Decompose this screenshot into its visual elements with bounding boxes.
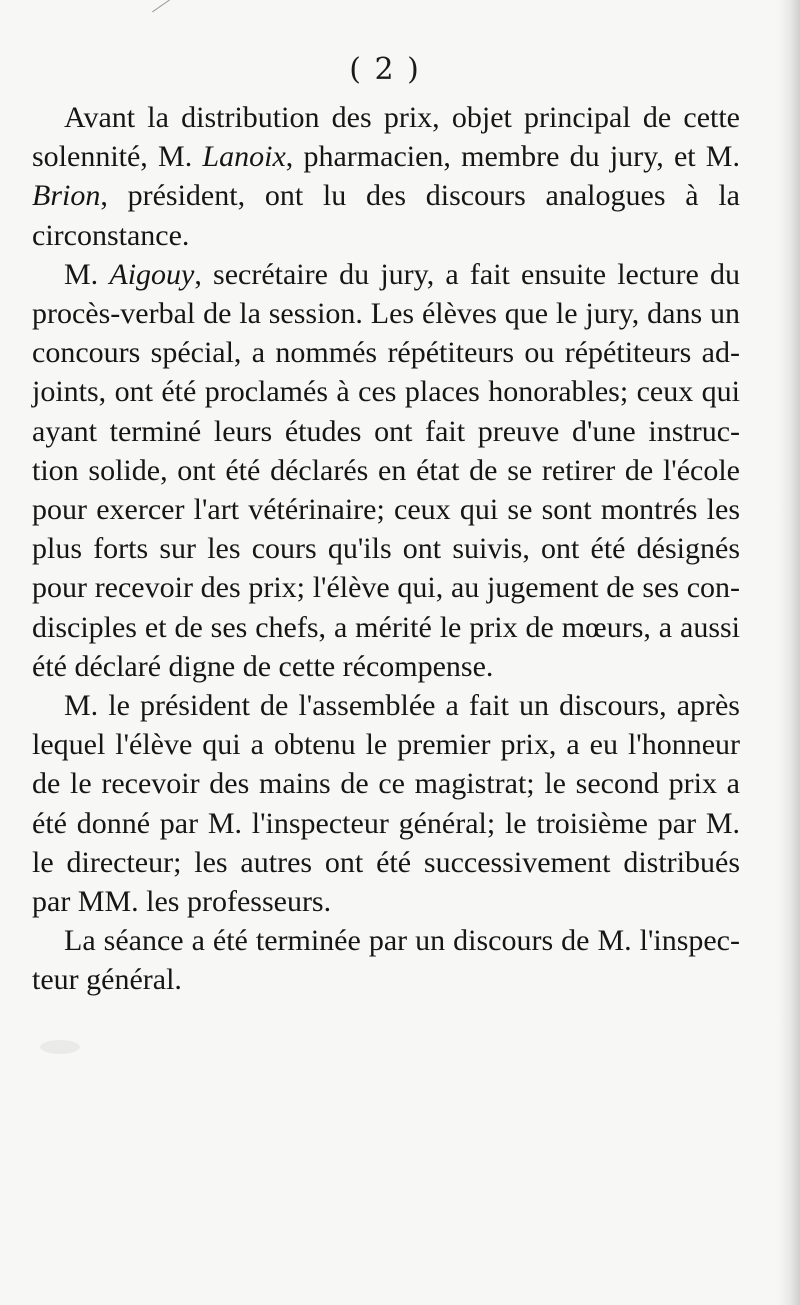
name-aigouy: Aigouy	[109, 257, 195, 291]
paragraph-4	[32, 921, 740, 999]
page-edge-shadow	[778, 0, 800, 1305]
paragraph-2-part-1: M.	[64, 257, 110, 291]
page-number: ( 2 )	[349, 52, 421, 87]
paragraph-1-part-5: , président, ont lu des discours analogues à la circonstance.	[32, 179, 740, 252]
paragraph-4-text: La séance a été terminée par un discours de M. l'inspec-teur général.	[32, 924, 740, 997]
paragraph-1-part-1: Avant la distribution des prix, objet principal de cette solennité, M.	[32, 101, 740, 174]
pencil-mark	[152, 0, 174, 12]
ink-smudge	[40, 1040, 80, 1054]
paragraph-3	[32, 686, 740, 921]
paragraph-1-part-3: , pharmacien, membre du jury, et M.	[285, 140, 740, 174]
paragraph-2	[32, 255, 740, 686]
name-lanoix: Lanoix	[202, 140, 286, 174]
paragraph-3-text: M. le président de l'assemblée a fait un discours, après lequel l'élève qui a obtenu le premier prix, a eu l'honneur de le recevoir des mains de ce magistrat; le second prix a été donné par M. l'inspecteur général; le troisième par M. le directeur; les autres ont été successivement distribués par MM. les professeurs.	[32, 689, 740, 919]
body-text	[32, 98, 740, 1000]
name-brion: Brion	[32, 179, 101, 213]
paragraph-2-part-3: , secrétaire du jury, a fait ensuite lecture du procès-verbal de la session. Les élèves que le jury, dans un concours spécial, a nommés répétiteurs ou répétiteurs ad-joints, ont été proclamés à ces places honorables; ceux qui ayant terminé leurs études ont fait preuve d'une instruc-tion solide, ont été déclarés en état de se retirer de l'école pour exercer l'art vétérinaire; ceux qui se sont montrés les plus forts sur les cours qu'ils ont suivis, ont été désignés pour recevoir des prix; l'élève qui, au jugement de ses con-disciples et de ses chefs, a mérité le prix de mœurs, a aussi été déclaré digne de cette récompense.	[32, 257, 740, 683]
paragraph-1	[32, 98, 740, 255]
